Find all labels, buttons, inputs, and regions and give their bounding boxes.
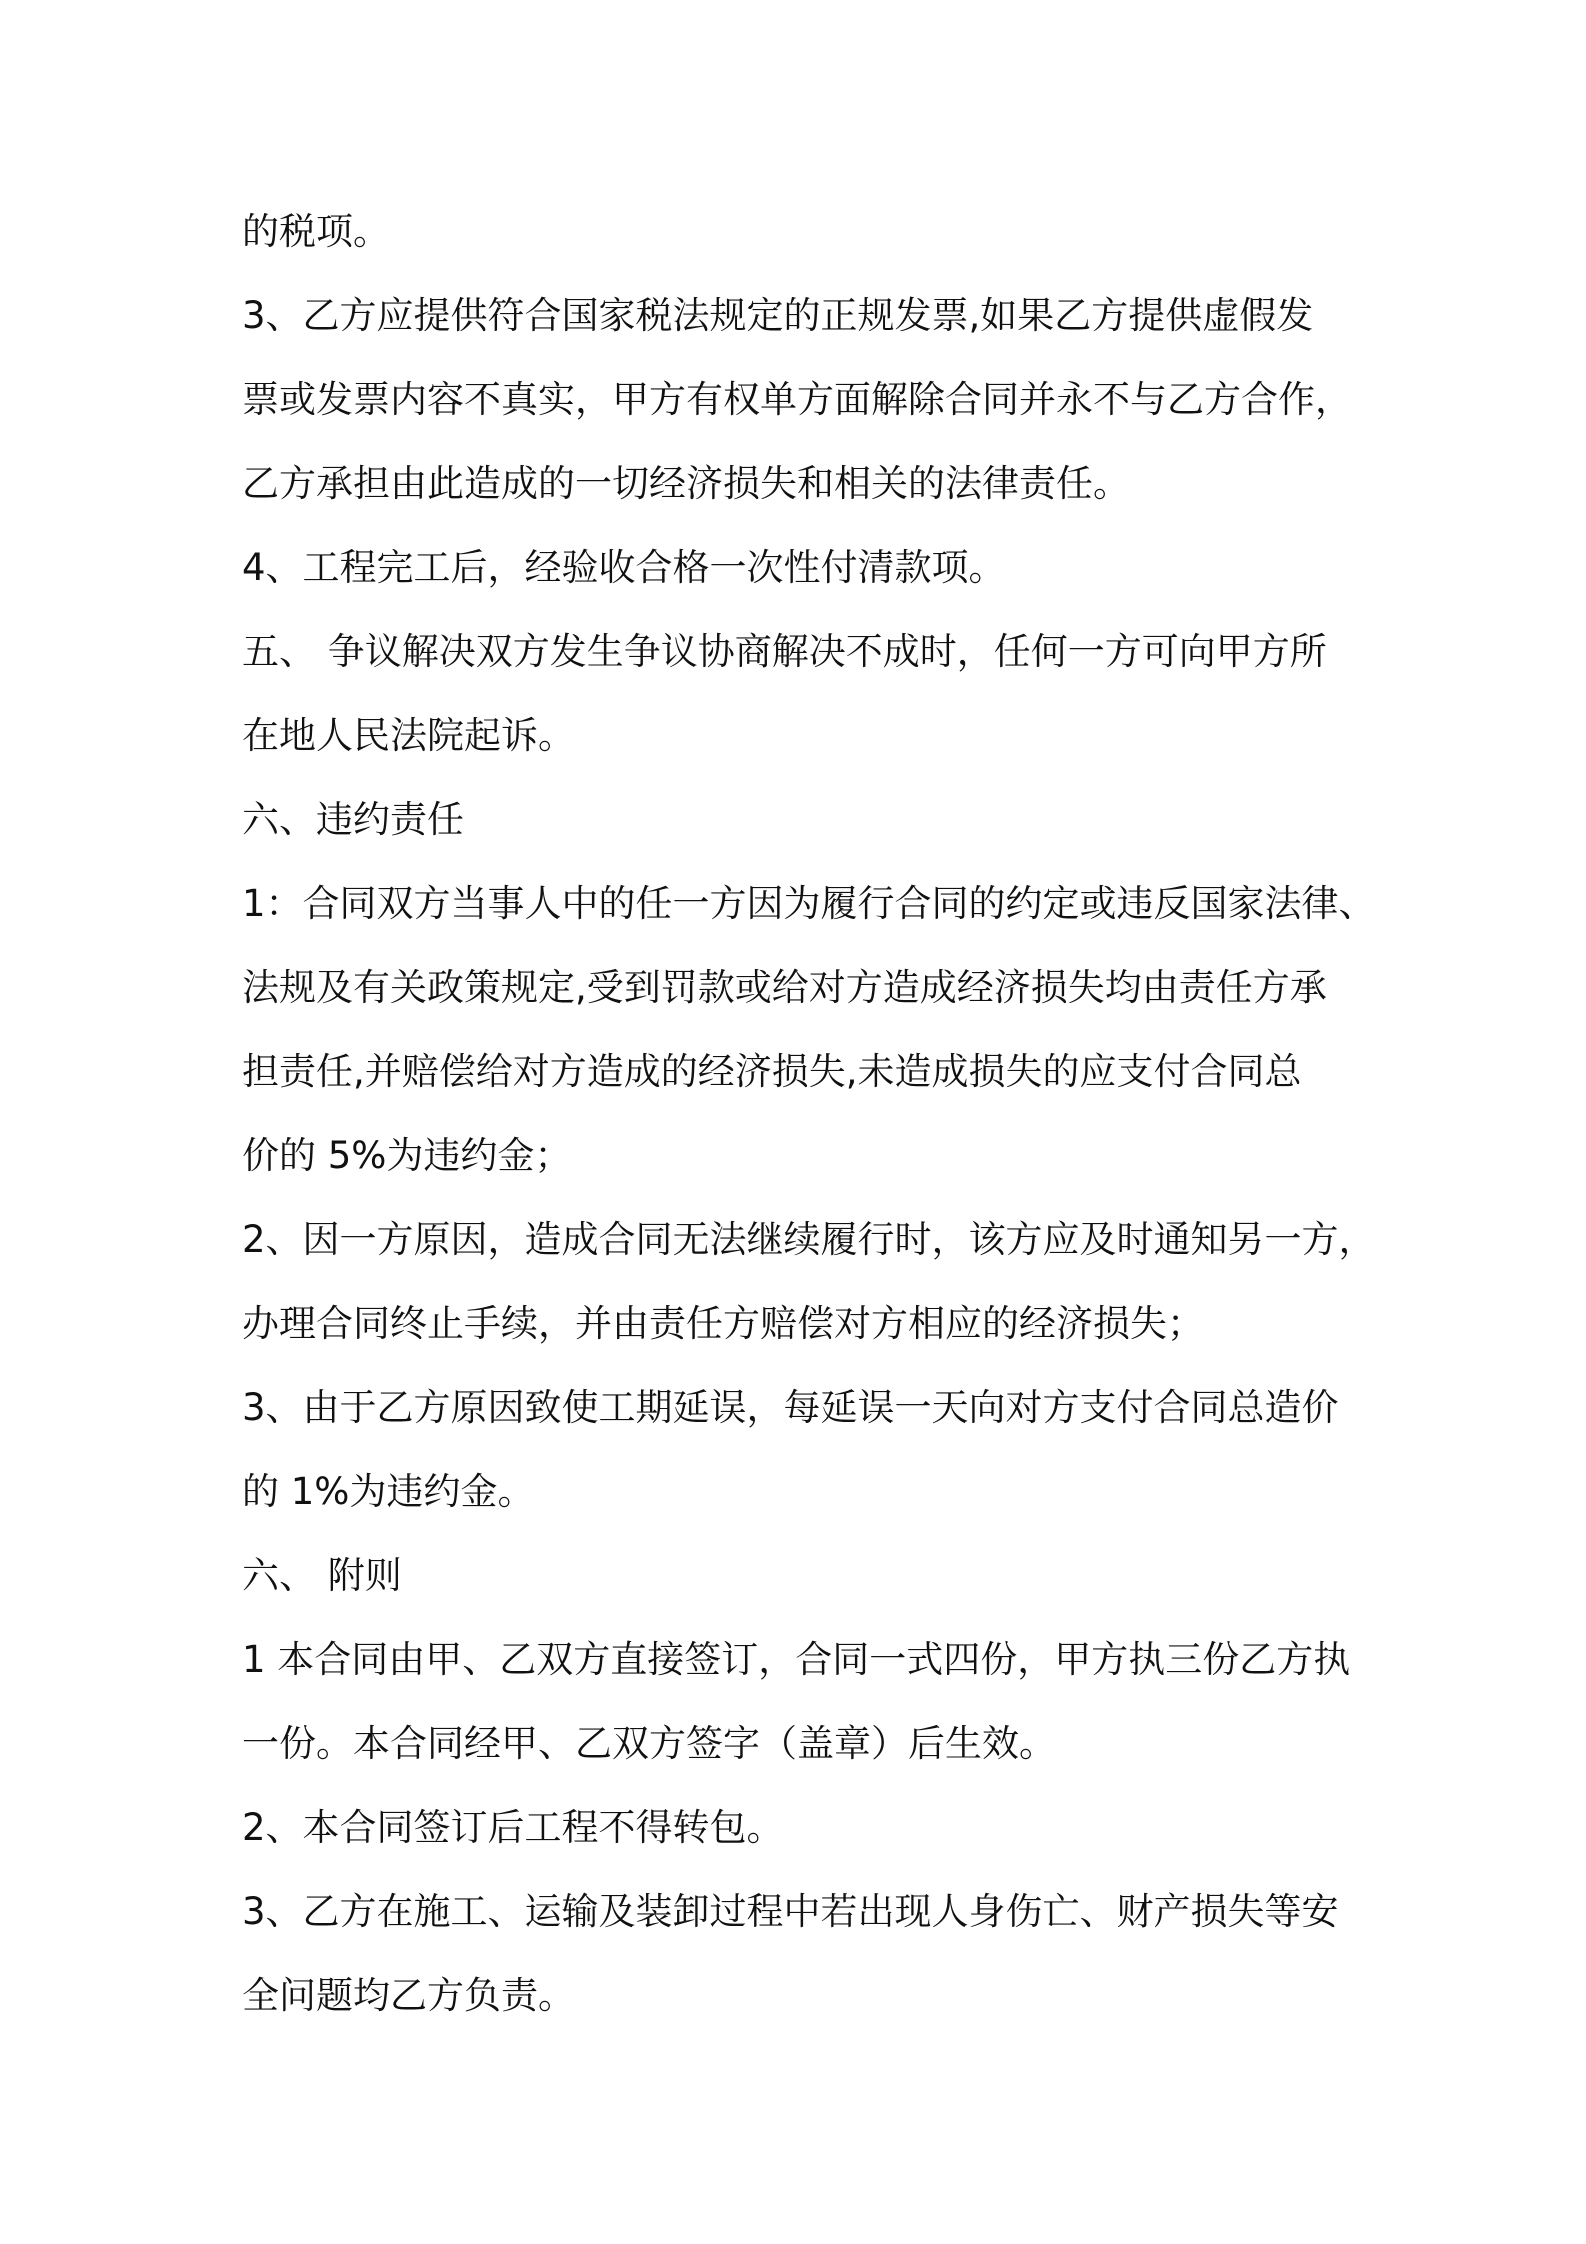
text-line: 的 1%为违约金。: [242, 1470, 535, 1513]
text-line: 在地人民法院起诉。: [242, 714, 575, 757]
text-line: 担责任,并赔偿给对方造成的经济损失,未造成损失的应支付合同总: [242, 1050, 1302, 1093]
text-line: 一份。本合同经甲、乙双方签字（盖章）后生效。: [242, 1722, 1056, 1765]
text-line: 1 本合同由甲、乙双方直接签订，合同一式四份，甲方执三份乙方执: [242, 1638, 1351, 1681]
text-line: 3、乙方应提供符合国家税法规定的正规发票,如果乙方提供虚假发: [242, 294, 1314, 337]
section-heading: 六、违约责任: [242, 798, 464, 841]
text-line: 的税项。: [242, 210, 390, 253]
text-line: 3、乙方在施工、运输及装卸过程中若出现人身伤亡、财产损失等安: [242, 1890, 1339, 1933]
document-body: [242, 190, 1376, 2038]
text-line: 办理合同终止手续，并由责任方赔偿对方相应的经济损失；: [242, 1302, 1204, 1345]
text-line: 票或发票内容不真实，甲方有权单方面解除合同并永不与乙方合作，: [242, 378, 1352, 421]
text-line: 五、 争议解决双方发生争议协商解决不成时，任何一方可向甲方所: [242, 630, 1327, 673]
text-line: 2、因一方原因，造成合同无法继续履行时，该方应及时通知另一方，: [242, 1218, 1376, 1261]
section-heading: 六、 附则: [242, 1554, 402, 1597]
text-line: 2、本合同签订后工程不得转包。: [242, 1806, 784, 1849]
text-line: 法规及有关政策规定,受到罚款或给对方造成经济损失均由责任方承: [242, 966, 1327, 1009]
text-line: 全问题均乙方负责。: [242, 1974, 575, 2017]
text-line: 3、由于乙方原因致使工期延误，每延误一天向对方支付合同总造价: [242, 1386, 1339, 1429]
text-line: 4、工程完工后，经验收合格一次性付清款项。: [242, 546, 1006, 589]
text-line: 价的 5%为违约金；: [242, 1134, 572, 1177]
text-line: 1：合同双方当事人中的任一方因为履行合同的约定或违反国家法律、: [242, 882, 1376, 925]
text-line: 乙方承担由此造成的一切经济损失和相关的法律责任。: [242, 462, 1130, 505]
